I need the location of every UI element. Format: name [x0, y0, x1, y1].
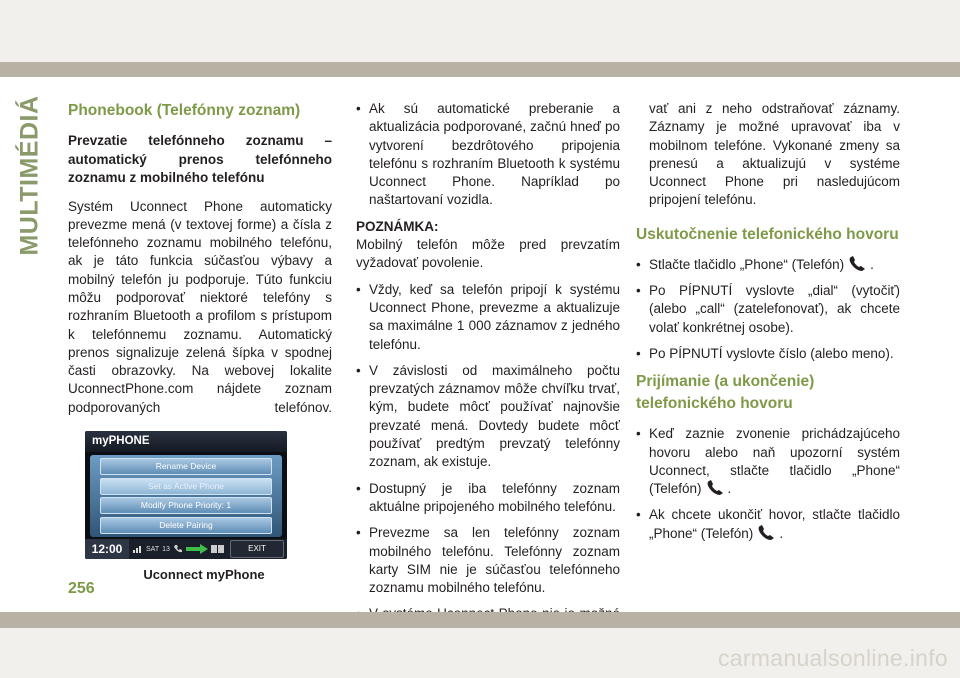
- list-item: • Dostupný je iba telefónny zoznam aktuálne pripojeného mobilného telefónu.: [356, 480, 620, 517]
- list-item: • V závislosti od maximálneho počtu prevzatých záznamov môže chvíľku trvať, kým, budete môcť používať najnovšie prevzaté mená. Dovtedy budete môcť používať predtým prevzatý telefónny zoznam, ak existuje.: [356, 362, 620, 472]
- phone-icon: [706, 480, 728, 496]
- note-title: POZNÁMKA:: [356, 218, 439, 234]
- receive-call-list: [636, 425, 900, 543]
- list-item: • Keď zaznie zvonenie prichádzajúceho hovoru alebo naň upozorní systém Uconnect, stlačte tlačidlo „Phone“ (Telefón) .: [636, 425, 900, 498]
- list-item: • Stlačte tlačidlo „Phone“ (Telefón) .: [636, 256, 900, 274]
- signal-icon: [133, 545, 143, 553]
- phone-icon: [848, 256, 870, 272]
- note-text: Mobilný telefón môže pred prevzatím vyžadovať povolenie.: [356, 237, 620, 271]
- screen-title: myPHONE: [85, 431, 287, 452]
- top-margin: [0, 0, 960, 62]
- contacts-icon: [211, 544, 225, 554]
- list-item: • Ak sú automatické preberanie a aktualizácia podporované, začnú hneď po vytvorení bezdrôtového pripojenia telefónu s rozhraním Bluetooth k systému Uconnect Phone. Napríklad po naštartovaní vozidla.: [356, 100, 620, 210]
- section-tab: [10, 94, 50, 256]
- list-item: • Po PÍPNUTÍ vyslovte číslo (alebo meno).: [636, 345, 900, 363]
- footer-bar: [0, 612, 960, 628]
- receive-call-heading: Prijímanie (a ukončenie) telefonického hovoru: [636, 373, 815, 413]
- download-arrow-icon: [186, 544, 208, 554]
- download-body: Systém Uconnect Phone automaticky prevezme mená (v textovej forme) a čísla z telefónneho zoznamu mobilného telefónu, ak je táto funkcia súčasťou výbavy a mobilný telefón ju podporuje. Túto funkciu môžu podporovať niektoré telefóny s rozhraním Bluetooth a profilom s prístupom k telefónnemu zoznamu. Automatický prenos signalizuje zelená šípka v spodnej časti obrazovky. Na webovej lokalite UconnectPhone.com nájdete zoznam podporovaných telefónov.: [68, 198, 332, 415]
- phone-icon: [757, 525, 779, 541]
- column-left: [68, 100, 332, 582]
- make-call-heading: Uskutočnenie telefonického hovoru: [636, 225, 899, 243]
- list-item: • Prevezme sa len telefónny zoznam mobilného telefónu. Telefónny zoznam karty SIM nie je súčasťou telefónneho zoznamu mobilného telefónu.: [356, 524, 620, 597]
- list-item: • Po PÍPNUTÍ vyslovte „dial“ (vytočiť) (alebo „call“ (zatelefonovať), ak chcete volať konkrétnej osobe).: [636, 282, 900, 337]
- clock: 12:00: [85, 539, 129, 559]
- make-call-list: [636, 256, 900, 363]
- auto-download-list: [356, 100, 620, 210]
- list-item: • Ak chcete ukončiť hovor, stlačte tlačidlo „Phone“ (Telefón) .: [636, 506, 900, 543]
- page-number: 256: [68, 580, 95, 597]
- phone-status-icon: [173, 544, 183, 554]
- list-item: • Vždy, keď sa telefón pripojí k systému Uconnect Phone, prevezme a aktualizuje sa maximálne 1 000 záznamov z jedného telefónu.: [356, 281, 620, 354]
- myphone-screen: [85, 431, 287, 559]
- modify-priority-button[interactable]: Modify Phone Priority: 1: [100, 497, 272, 514]
- phonebook-heading: Phonebook (Telefónny zoznam): [68, 102, 301, 119]
- continuation-text: vať ani z neho odstraňovať záznamy. Záznamy je možné upravovať iba v mobilnom telefóne. Vykonané zmeny sa prenesú a aktualizujú v systéme Uconnect Phone pri nasledujúcom pripojení telefónu.: [649, 101, 900, 208]
- section-tab-label: MULTIMÉDIÁ: [15, 94, 44, 256]
- phonebook-list: [356, 281, 620, 642]
- column-right: [636, 100, 900, 551]
- screen-status-bar: [85, 539, 287, 559]
- sat-number: 13: [162, 545, 170, 553]
- exit-button[interactable]: EXIT: [230, 540, 284, 558]
- header-bar: [0, 62, 960, 77]
- download-subheading: Prevzatie telefónneho zoznamu – automatický prenos telefónneho zoznamu z mobilného telefónu: [68, 133, 332, 185]
- column-middle: [356, 100, 620, 650]
- set-active-phone-button[interactable]: Set as Active Phone: [100, 478, 272, 495]
- watermark: carmanualsonline.info: [717, 645, 948, 671]
- status-icons: [129, 544, 230, 554]
- rename-device-button[interactable]: Rename Device: [100, 458, 272, 475]
- figure-caption: Uconnect myPhone: [143, 567, 265, 583]
- screen-menu: [90, 455, 282, 537]
- delete-pairing-button[interactable]: Delete Pairing: [100, 517, 272, 534]
- sat-label: SAT: [146, 545, 160, 553]
